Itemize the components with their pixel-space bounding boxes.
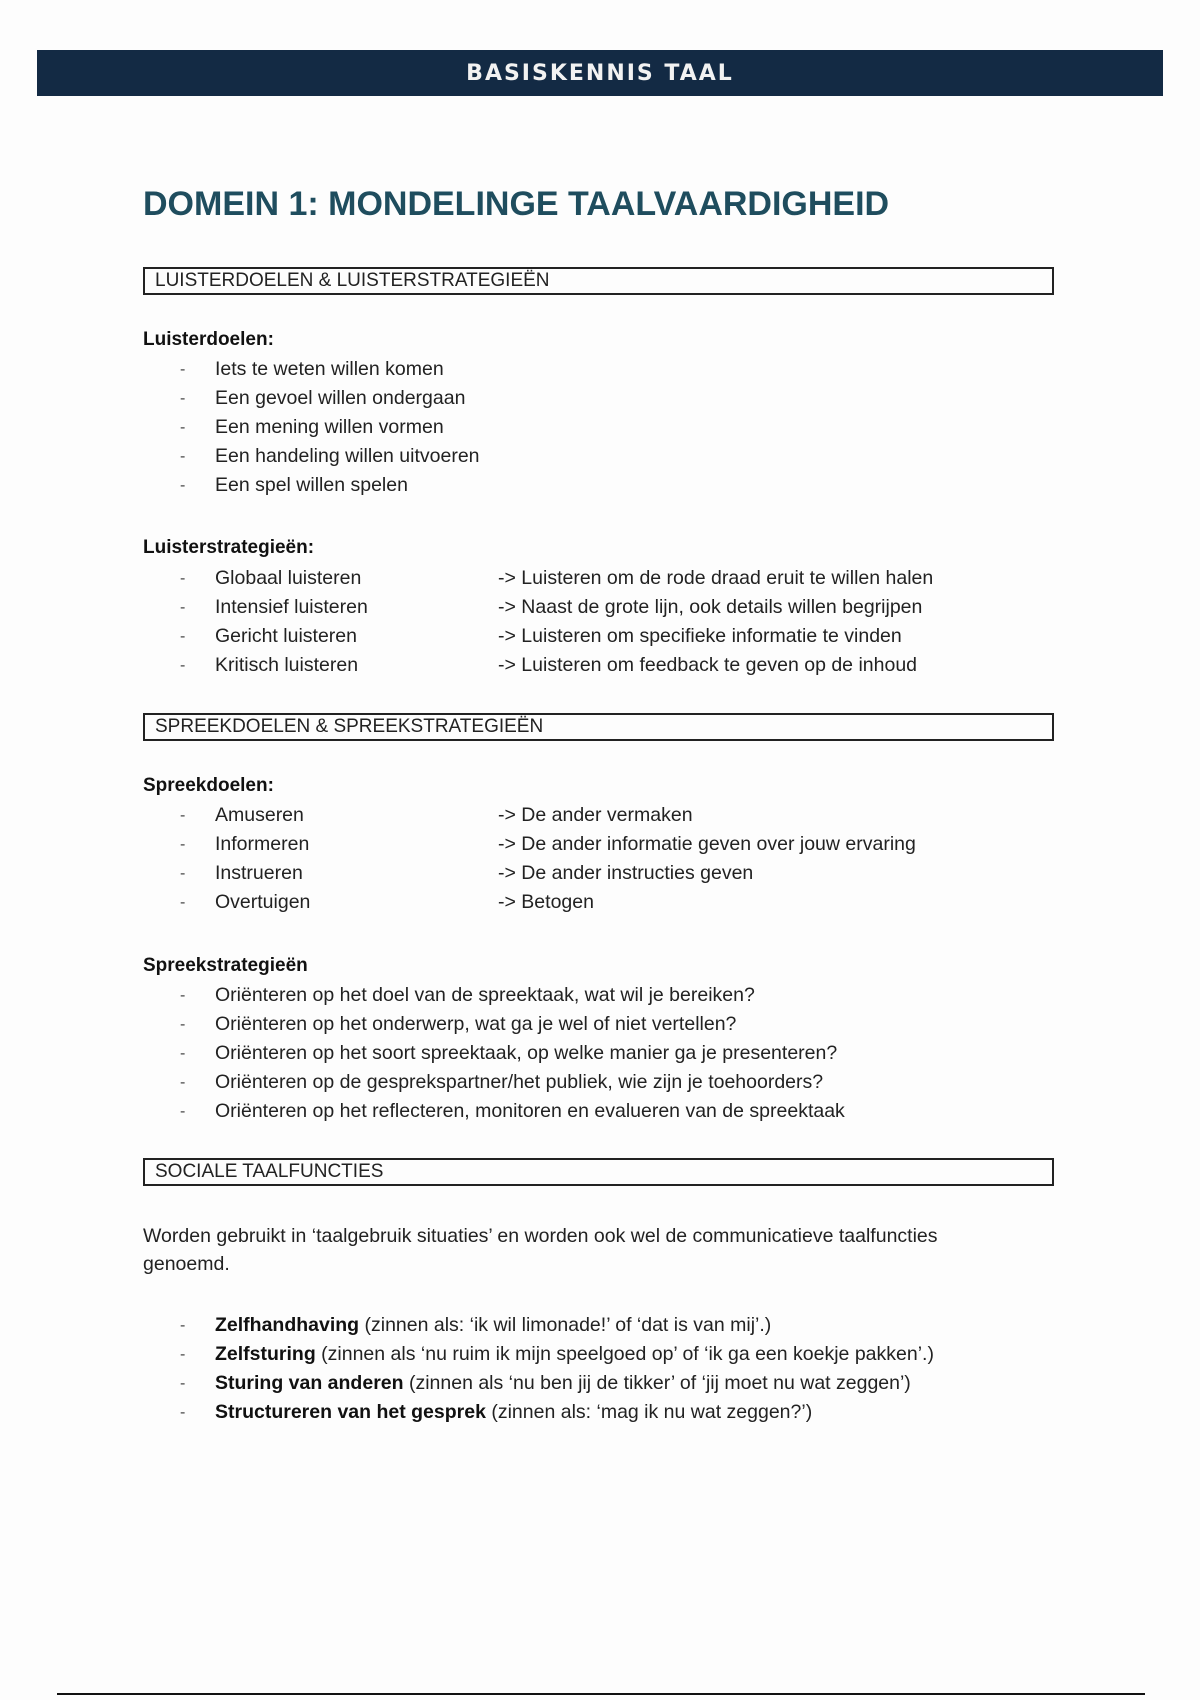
bullet-dash-icon: - xyxy=(180,448,186,465)
list-item: - Kritisch luisteren -> Luisteren om feedback te geven op de inhoud xyxy=(143,651,1063,680)
list-spreekstrategieen xyxy=(143,981,1063,1126)
list-item: - Oriënteren op het reflecteren, monitoren en evalueren van de spreektaak xyxy=(143,1097,1063,1126)
list-item: - Amuseren -> De ander vermaken xyxy=(143,801,1063,830)
bullet-dash-icon: - xyxy=(180,1103,186,1120)
bullet-dash-icon: - xyxy=(180,807,186,824)
list-spreekdoelen xyxy=(143,801,1063,917)
section-heading-spreken: SPREEKDOELEN & SPREEKSTRATEGIEËN xyxy=(143,713,1054,741)
list-luisterdoelen xyxy=(143,355,1063,500)
list-item: - Oriënteren op de gesprekspartner/het publiek, wie zijn je toehoorders? xyxy=(143,1068,1063,1097)
intro-paragraph: Worden gebruikt in ‘taalgebruik situaties’ en worden ook wel de communicatieve taalfuncties genoemd. xyxy=(143,1225,938,1275)
list-item: - Een gevoel willen ondergaan xyxy=(143,384,1063,413)
list-item: - Oriënteren op het onderwerp, wat ga je wel of niet vertellen? xyxy=(143,1010,1063,1039)
list-sociale-taalfuncties xyxy=(143,1311,1063,1427)
list-item: - Overtuigen -> Betogen xyxy=(143,888,1063,917)
bullet-dash-icon: - xyxy=(180,1016,186,1033)
list-item: - Intensief luisteren -> Naast de grote lijn, ook details willen begrijpen xyxy=(143,593,1063,622)
section-heading-luisteren: LUISTERDOELEN & LUISTERSTRATEGIEËN xyxy=(143,267,1054,295)
label-luisterstrategieen: Luisterstrategieën: xyxy=(143,537,315,558)
bullet-dash-icon: - xyxy=(180,477,186,494)
list-item: - Structureren van het gesprek (zinnen als: ‘mag ik nu wat zeggen?’) xyxy=(143,1398,1063,1427)
list-item: - Oriënteren op het soort spreektaak, op welke manier ga je presenteren? xyxy=(143,1039,1063,1068)
bullet-dash-icon: - xyxy=(180,570,186,587)
list-item: - Een spel willen spelen xyxy=(143,471,1063,500)
page-title: DOMEIN 1: MONDELINGE TAALVAARDIGHEID xyxy=(143,185,890,223)
bullet-dash-icon: - xyxy=(180,1317,186,1334)
bullet-dash-icon: - xyxy=(180,419,186,436)
section-heading-sociale-taalfuncties: SOCIALE TAALFUNCTIES xyxy=(143,1158,1054,1186)
list-item: - Oriënteren op het doel van de spreektaak, wat wil je bereiken? xyxy=(143,981,1063,1010)
bullet-dash-icon: - xyxy=(180,1404,186,1421)
list-item: - Instrueren -> De ander instructies geven xyxy=(143,859,1063,888)
list-item: - Zelfhandhaving (zinnen als: ‘ik wil limonade!’ of ‘dat is van mij’.) xyxy=(143,1311,1063,1340)
bullet-dash-icon: - xyxy=(180,1074,186,1091)
footer-divider xyxy=(57,1693,1145,1695)
list-item: - Een handeling willen uitvoeren xyxy=(143,442,1063,471)
list-item: - Sturing van anderen (zinnen als ‘nu ben jij de tikker’ of ‘jij moet nu wat zeggen’) xyxy=(143,1369,1063,1398)
bullet-dash-icon: - xyxy=(180,657,186,674)
bullet-dash-icon: - xyxy=(180,987,186,1004)
top-banner xyxy=(37,50,1163,96)
bullet-dash-icon: - xyxy=(180,628,186,645)
list-item: - Informeren -> De ander informatie geven over jouw ervaring xyxy=(143,830,1063,859)
label-spreekdoelen: Spreekdoelen: xyxy=(143,775,274,796)
label-spreekstrategieen: Spreekstrategieën xyxy=(143,955,308,976)
bullet-dash-icon: - xyxy=(180,390,186,407)
bullet-dash-icon: - xyxy=(180,361,186,378)
list-item: - Gericht luisteren -> Luisteren om specifieke informatie te vinden xyxy=(143,622,1063,651)
bullet-dash-icon: - xyxy=(180,894,186,911)
bullet-dash-icon: - xyxy=(180,1375,186,1392)
list-item: - Globaal luisteren -> Luisteren om de rode draad eruit te willen halen xyxy=(143,564,1063,593)
bullet-dash-icon: - xyxy=(180,1346,186,1363)
label-luisterdoelen: Luisterdoelen: xyxy=(143,329,274,350)
list-luisterstrategieen xyxy=(143,564,1063,680)
bullet-dash-icon: - xyxy=(180,599,186,616)
list-item: - Iets te weten willen komen xyxy=(143,355,1063,384)
list-item: - Zelfsturing (zinnen als ‘nu ruim ik mijn speelgoed op’ of ‘ik ga een koekje pakken’.) xyxy=(143,1340,1063,1369)
banner-title: BASISKENNIS TAAL xyxy=(466,60,734,86)
list-item: - Een mening willen vormen xyxy=(143,413,1063,442)
bullet-dash-icon: - xyxy=(180,836,186,853)
bullet-dash-icon: - xyxy=(180,1045,186,1062)
bullet-dash-icon: - xyxy=(180,865,186,882)
